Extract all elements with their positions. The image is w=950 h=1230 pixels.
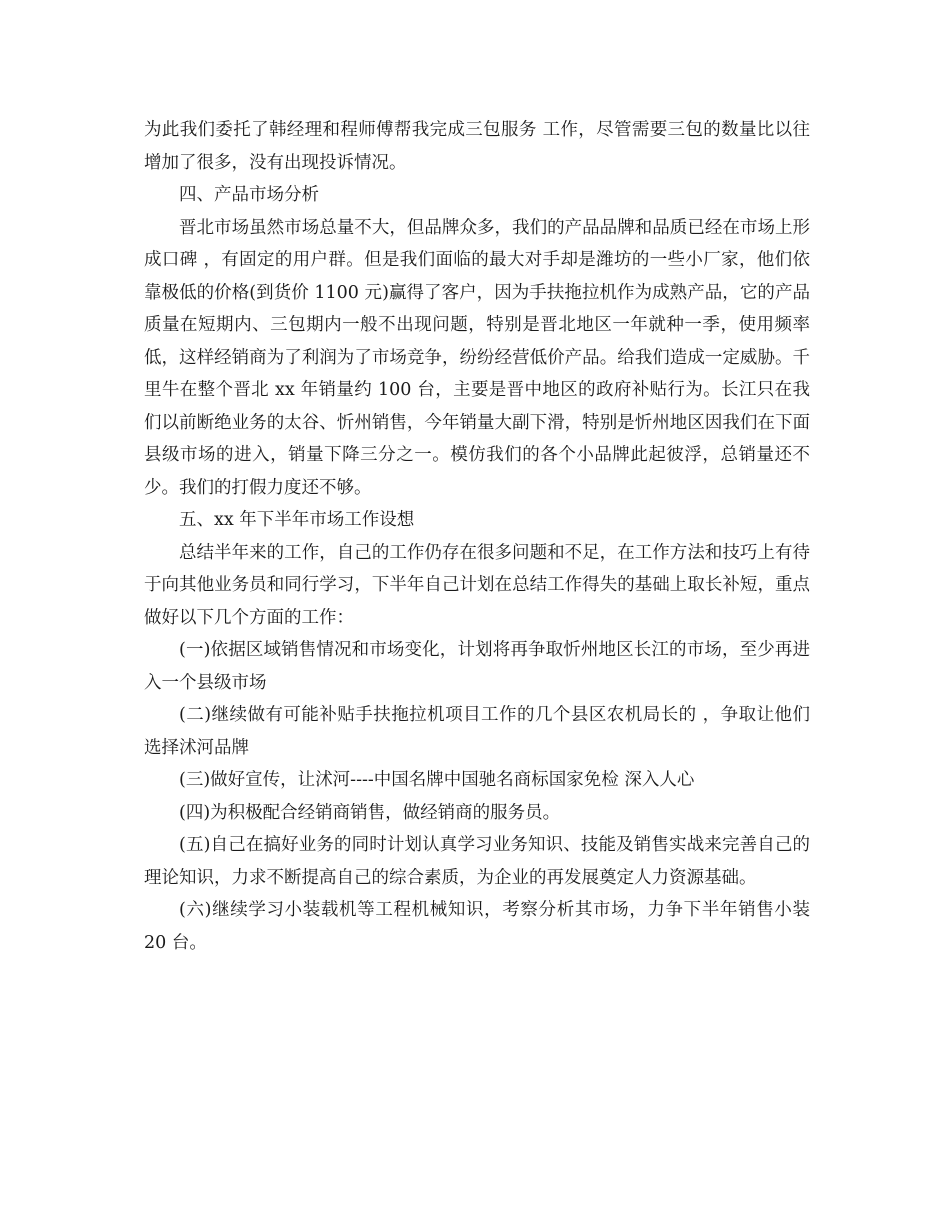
list-item-plan-5: (五)自己在搞好业务的同时计划认真学习业务知识、技能及销售实战来完善自己的理论知识，力求不断提高自己的综合素质，为企业的再发展奠定人力资源基础。 <box>144 835 810 888</box>
list-item-plan-1: (一)依据区域销售情况和市场变化，计划将再争取忻州地区长江的市场，至少再进入一个县级市场 <box>144 640 810 693</box>
list-item-plan-6: (六)继续学习小装载机等工程机械知识，考察分析其市场，力争下半年销售小装 20 台。 <box>144 900 810 953</box>
list-item-plan-2: (二)继续做有可能补贴手扶拖拉机项目工作的几个县区农机局长的 ，争取让他们选择沭河品牌 <box>144 705 810 758</box>
list-item-plan-4: (四)为积极配合经销商销售，做经销商的服务员。 <box>179 802 561 823</box>
document-body <box>144 114 810 959</box>
paragraph-work-summary: 总结半年来的工作，自己的工作仍存在很多问题和不足，在工作方法和技巧上有待于向其他业务员和同行学习，下半年自己计划在总结工作得失的基础上取长补短，重点做好以下几个方面的工作： <box>144 542 810 628</box>
paragraph-market-analysis: 晋北市场虽然市场总量不大，但品牌众多，我们的产品品牌和品质已经在市场上形成口碑 ，有固定的用户群。但是我们面临的最大对手却是潍坊的一些小厂家，他们依靠极低的价格(到货价 1100 元)赢得了客户，因为手扶拖拉机作为成熟产品，它的产品质量在短期内、三包期内一般不出现问题，特别是晋北地区一年就种一季，使用频率低，这样经销商为了利润为了市场竞争，纷纷经营低价产品。给我们造成一定威胁。千里牛在整个晋北 xx 年销量约 100 台，主要是晋中地区的政府补贴行为。长江只在我们以前断绝业务的太谷、忻州销售，今年销量大副下滑，特别是忻州地区因我们在下面县级市场的进入，销量下降三分之一。模仿我们的各个小品牌此起彼浮，总销量还不少。我们的打假力度还不够。 <box>144 217 810 498</box>
list-item-plan-3: (三)做好宣传，让沭河----中国名牌中国驰名商标国家免检 深入人心 <box>179 770 695 790</box>
section-heading-work-plan: 五、xx 年下半年市场工作设想 <box>179 510 415 530</box>
section-heading-market-analysis: 四、产品市场分析 <box>179 185 319 205</box>
paragraph-after-sales-service: 为此我们委托了韩经理和程师傅帮我完成三包服务 工作，尽管需要三包的数量比以往增加了很多，没有出现投诉情况。 <box>144 120 810 173</box>
